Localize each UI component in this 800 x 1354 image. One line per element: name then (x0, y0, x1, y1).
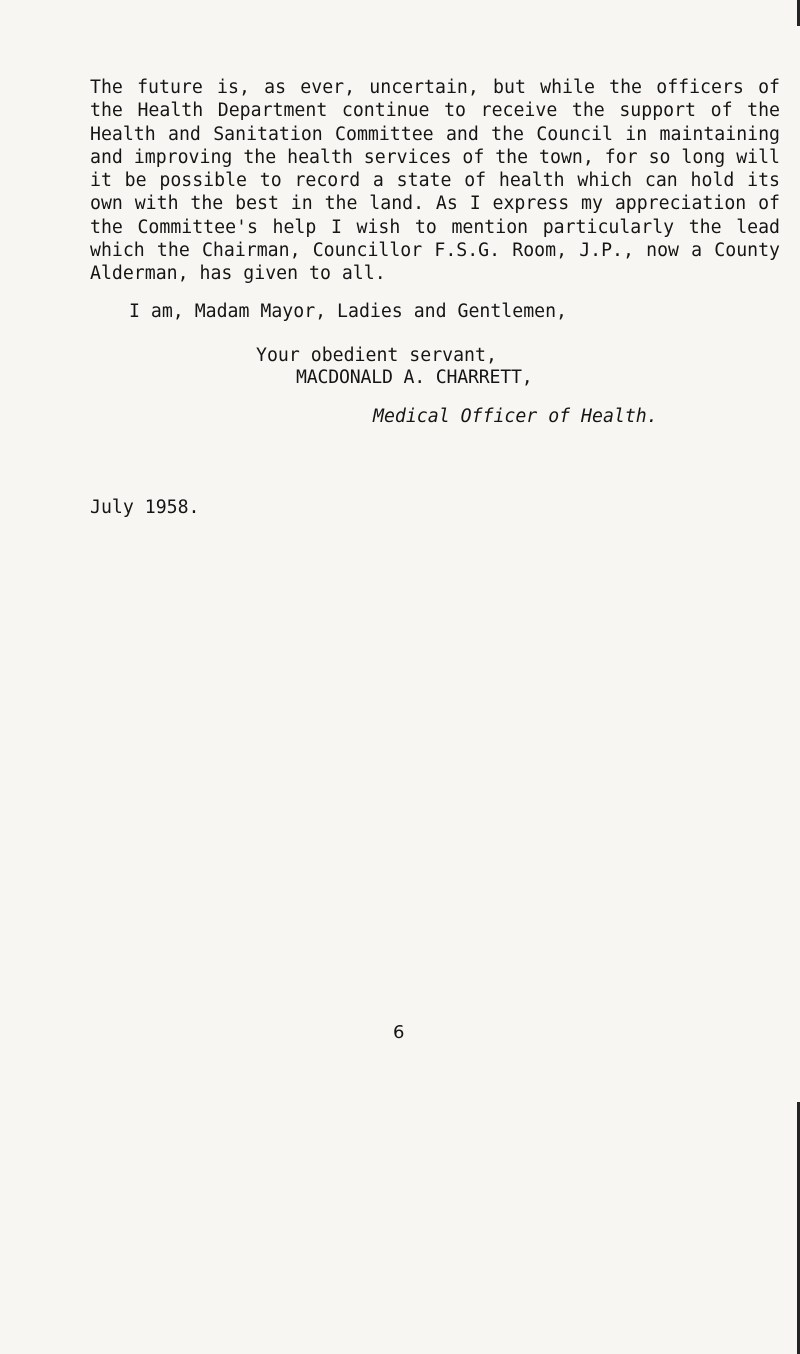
body-paragraph: The future is, as ever, uncertain, but while the officers of the Health Department continue to receive the support of the Health and Sanitation Committee and the Council in maintaining and improving the health services of the town, for so long will it be possible to record a state of health which can hold its own with the best in the land. As I express my appreciation of the Committee's help I wish to mention particularly the lead which the Chairman, Councillor F.S.G. Room, J.P., now a County Alderman, has given to all. (90, 77, 780, 285)
document-date: July 1958. (90, 497, 200, 518)
valediction: Your obedient servant, (256, 345, 497, 366)
closing-line: I am, Madam Mayor, Ladies and Gentlemen, (129, 301, 567, 322)
signer-title: Medical Officer of Health. (373, 406, 658, 427)
signer-name: MACDONALD A. CHARRETT, (296, 367, 533, 388)
page-number: 6 (393, 1022, 405, 1043)
